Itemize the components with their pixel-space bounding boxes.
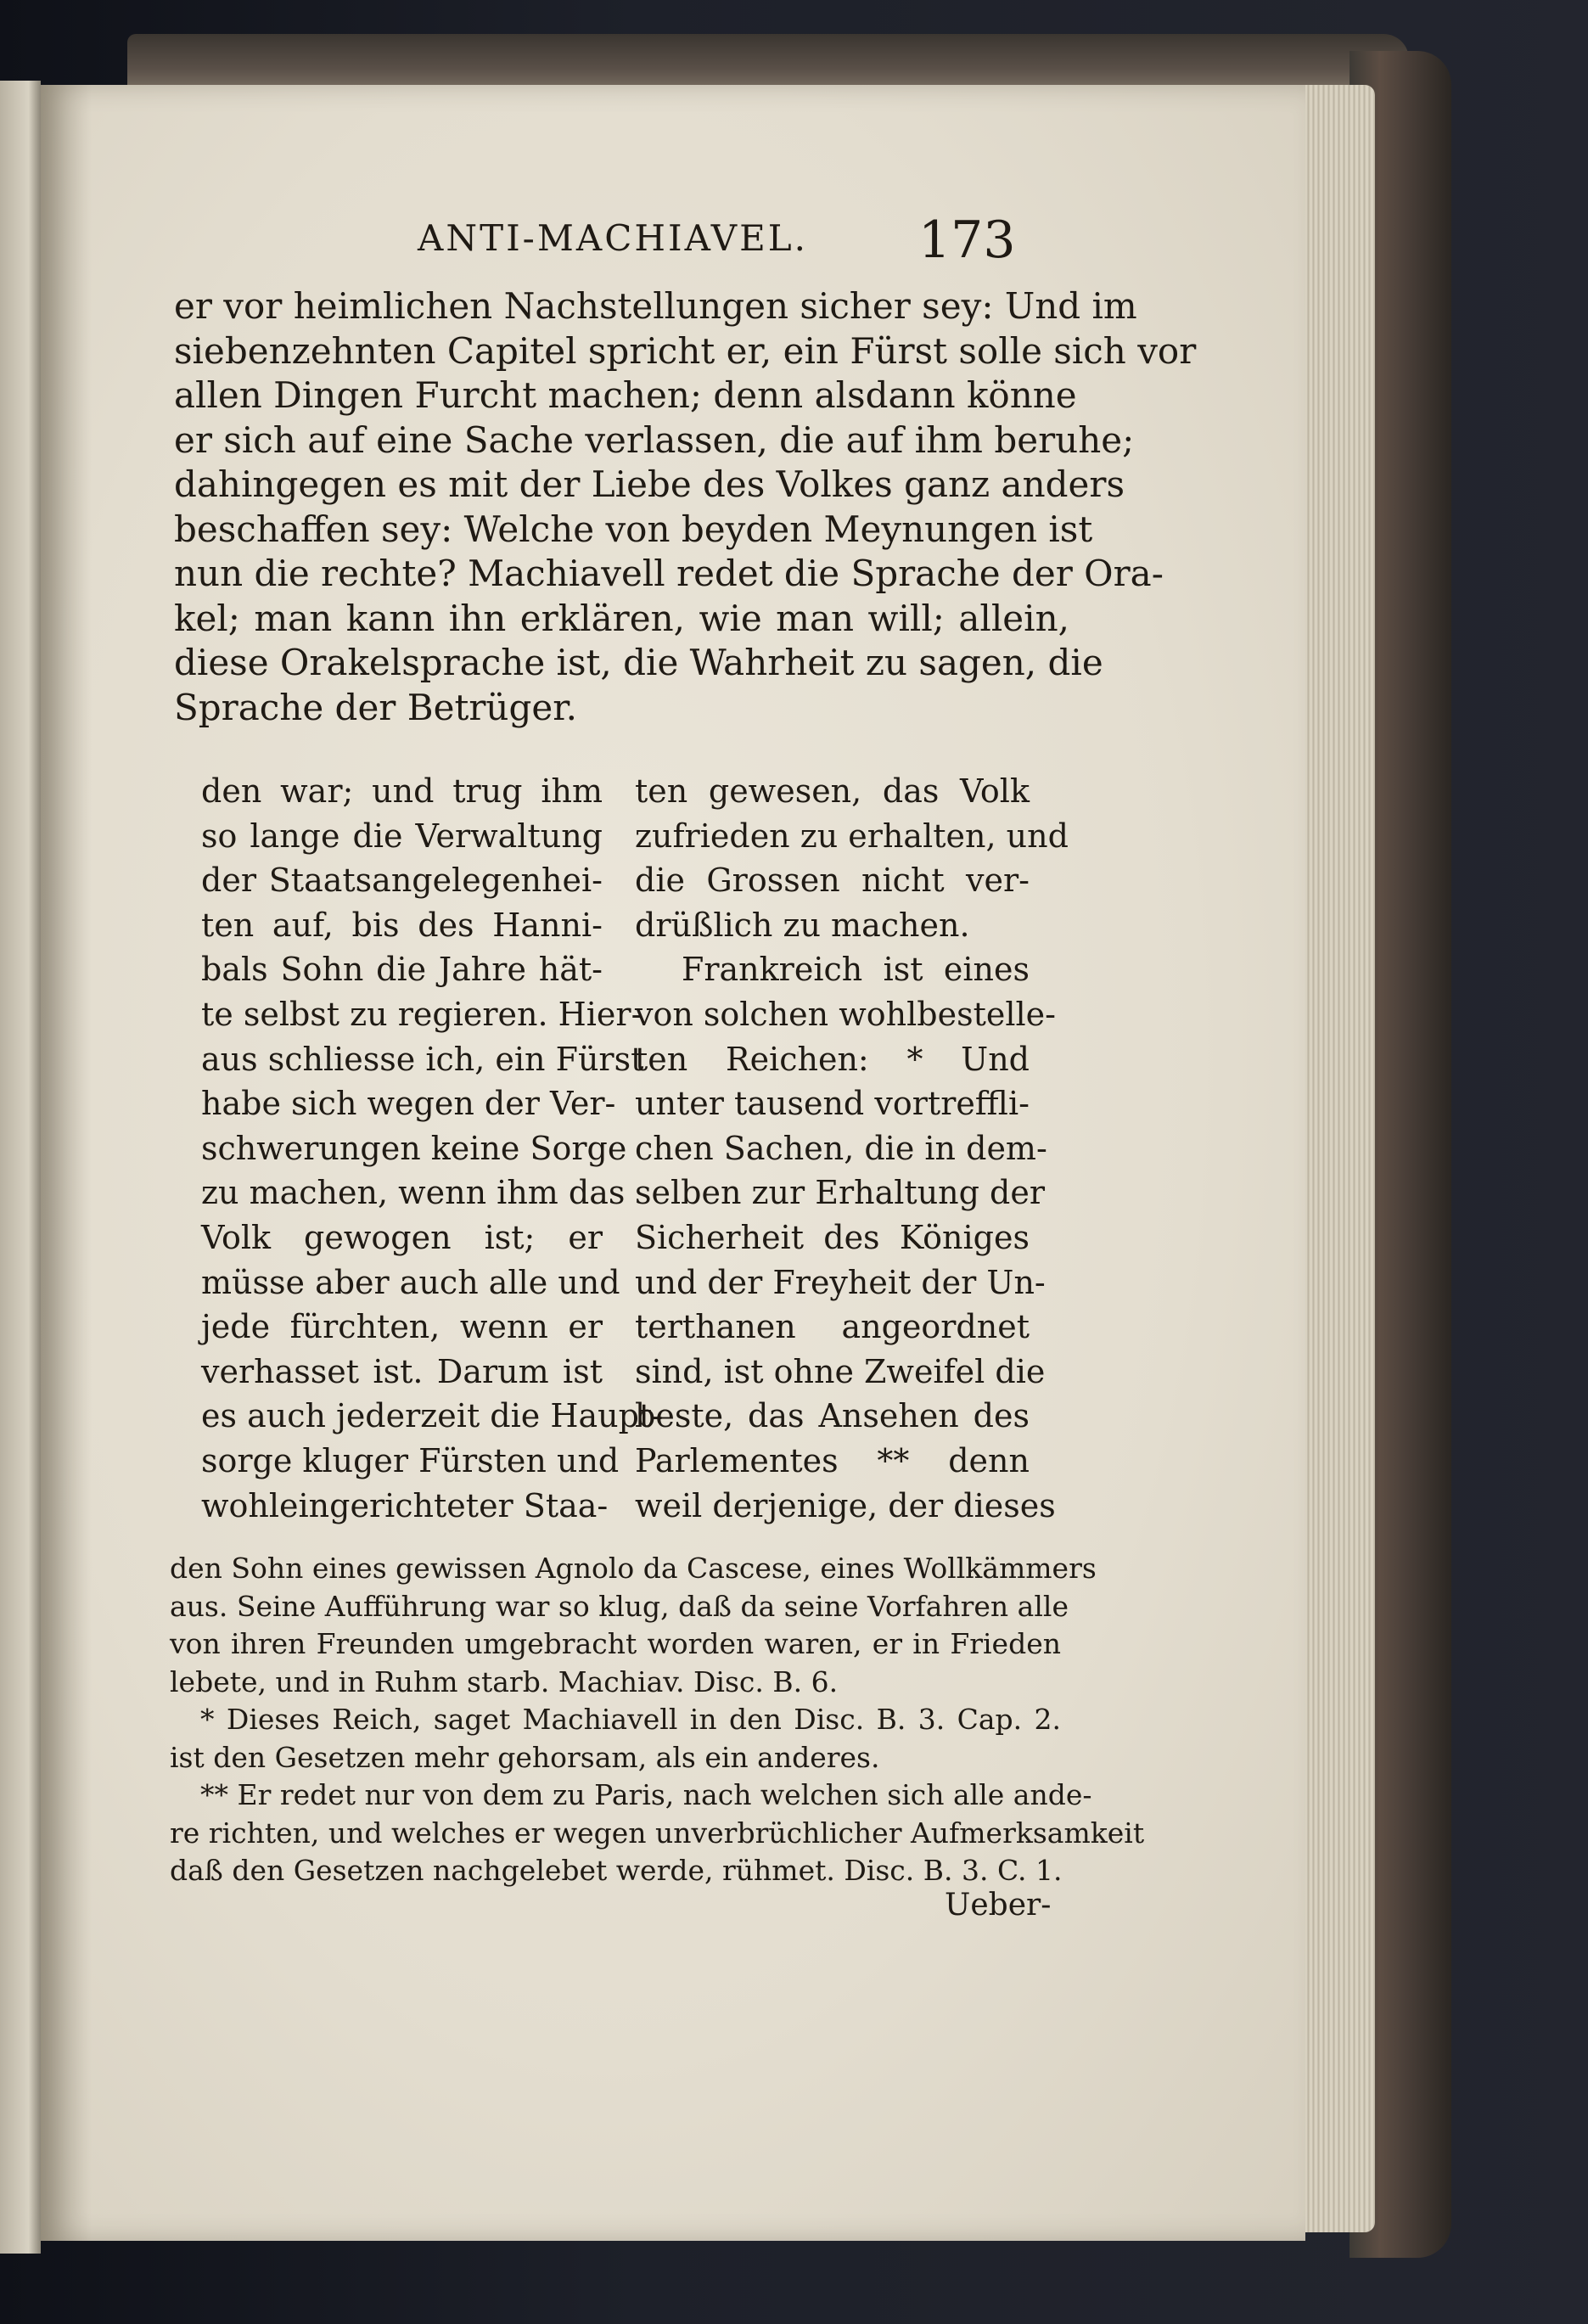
column-line: so lange die Verwaltung (201, 817, 603, 855)
column-line: chen Sachen, die in dem- (635, 1129, 1047, 1167)
column-line: sorge kluger Fürsten und (201, 1441, 620, 1479)
column-line: von solchen wohlbestelle- (635, 995, 1056, 1033)
column-line: ten gewesen, das Volk (635, 772, 1030, 810)
text-line: siebenzehnten Capitel spricht er, ein Fürst solle sich vor (174, 329, 1197, 372)
text-line: allen Dingen Furcht machen; denn alsdann könne (174, 374, 1077, 416)
column-line: müsse aber auch alle und (201, 1263, 620, 1301)
text-line: beschaffen sey: Welche von beyden Meynungen ist (174, 508, 1093, 550)
column-line: Frankreich ist eines (682, 951, 1030, 989)
footnote-line: ist den Gesetzen mehr gehorsam, als ein anderes. (170, 1740, 880, 1774)
column-line: te selbst zu regieren. Hier- (201, 995, 642, 1033)
main-paragraph (174, 284, 1197, 730)
left-column (201, 769, 664, 1528)
column-line: zufrieden zu erhalten, und (635, 817, 1069, 855)
column-line: und der Freyheit der Un- (635, 1263, 1046, 1301)
footnote-line: re richten, und welches er wegen unverbrüchlicher Aufmerksamkeit (170, 1816, 1145, 1850)
catchword: Ueber- (945, 1888, 1052, 1923)
right-column (635, 769, 1069, 1528)
footnote-line: von ihren Freunden umgebracht worden waren, er in Frieden (170, 1627, 1061, 1660)
text-line: diese Orakelsprache ist, die Wahrheit zu sagen, die (174, 642, 1103, 683)
column-line: jede fürchten, wenn er (201, 1308, 603, 1346)
column-line: die Grossen nicht ver- (635, 862, 1030, 900)
footnote-line: aus. Seine Aufführung war so klug, daß da seine Vorfahren alle (170, 1589, 1069, 1623)
column-line: habe sich wegen der Ver- (201, 1085, 616, 1123)
column-line: es auch jederzeit die Haupt- (201, 1397, 664, 1435)
column-line: den war; und trug ihm (201, 772, 603, 810)
column-line: Volk gewogen ist; er (201, 1218, 603, 1256)
text-line: er sich auf eine Sache verlassen, die auf ihm beruhe; (174, 418, 1135, 461)
column-line: ten Reichen: * Und (635, 1040, 1030, 1078)
column-line: verhasset ist. Darum ist (201, 1352, 603, 1390)
column-line: zu machen, wenn ihm das (201, 1174, 626, 1212)
column-line: Parlementes ** denn (635, 1441, 1030, 1479)
column-line: sind, ist ohne Zweifel die (635, 1352, 1046, 1390)
text-line: Sprache der Betrüger. (174, 686, 578, 728)
footnote-line: * Dieses Reich, saget Machiavell in den Disc. B. 3. Cap. 2. (200, 1703, 1061, 1736)
column-line: ten auf, bis des Hanni- (201, 906, 603, 944)
page-number: 173 (918, 211, 1016, 270)
column-line: der Staatsangelegenhei- (201, 862, 603, 900)
text-line: kel; man kann ihn erklären, wie man will; allein, (174, 597, 1069, 639)
column-line: unter tausend vortreffli- (635, 1085, 1030, 1123)
footnote-line: lebete, und in Ruhm starb. Machiav. Disc. B. 6. (170, 1664, 839, 1698)
column-line: wohleingerichteter Staa- (201, 1486, 609, 1524)
column-line: weil derjenige, der dieses (635, 1486, 1056, 1524)
column-line: terthanen angeordnet (635, 1308, 1030, 1346)
text-line: er vor heimlichen Nachstellungen sicher sey: Und im (174, 285, 1137, 327)
text-line: dahingegen es mit der Liebe des Volkes ganz anders (174, 463, 1125, 505)
column-line: selben zur Erhaltung der (635, 1174, 1046, 1212)
footnote-line: den Sohn eines gewissen Agnolo da Cascese, eines Wollkämmers (170, 1552, 1097, 1585)
column-line: schwerungen keine Sorge (201, 1129, 627, 1167)
column-line: beste, das Ansehen des (635, 1397, 1030, 1435)
footnote-line: daß den Gesetzen nachgelebet werde, rühmet. Disc. B. 3. C. 1. (170, 1854, 1063, 1887)
column-line: drüßlich zu machen. (635, 906, 970, 944)
footnotes (170, 1550, 1145, 1890)
running-title: ANTI-MACHIAVEL. (418, 217, 809, 259)
column-line: bals Sohn die Jahre hät- (201, 951, 603, 989)
column-line: Sicherheit des Königes (635, 1218, 1030, 1256)
text-line: nun die rechte? Machiavell redet die Sprache der Ora- (174, 553, 1164, 594)
column-line: aus schliesse ich, ein Fürst (201, 1040, 644, 1078)
footnote-line: ** Er redet nur von dem zu Paris, nach welchen sich alle ande- (200, 1778, 1092, 1811)
